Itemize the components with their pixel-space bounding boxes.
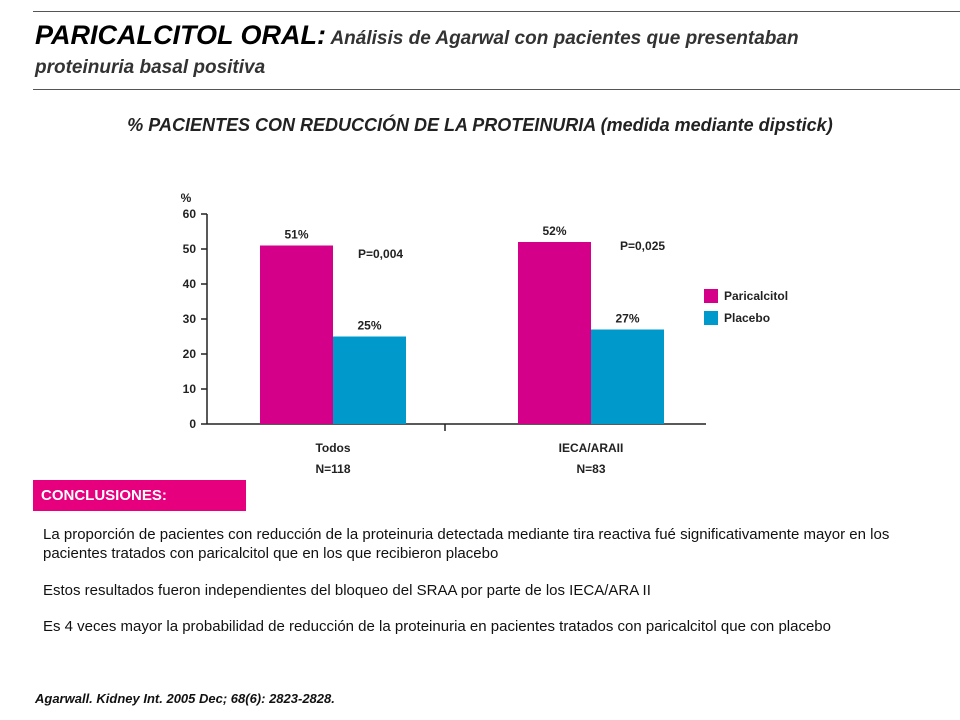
bar-paricalcitol-2	[518, 242, 591, 424]
data-label: 25%	[357, 318, 382, 333]
y-tick-label: 0	[189, 417, 196, 431]
bar-placebo-2	[591, 330, 664, 425]
conclusion-item-3: Es 4 veces mayor la probabilidad de reducción de la proteinuria en pacientes tratados con paricalcitol que con placebo	[43, 618, 831, 635]
title-main: PARICALCITOL ORAL:	[35, 20, 326, 50]
data-label: 27%	[615, 311, 640, 326]
conclusion-item-1: La proporción de pacientes con reducción de la proteinuria detectada mediante tira reactiva fué significativamente mayor en los pacientes tratados con paricalcitol que en los que recibieron placebo	[43, 526, 890, 562]
y-tick-label: 20	[182, 347, 196, 361]
x-category-n: N=83	[576, 462, 606, 476]
legend-swatch-placebo	[704, 311, 718, 325]
conclusion-item-2: Estos resultados fueron independientes del bloqueo del SRAA por parte de los IECA/ARA II	[43, 582, 651, 599]
chart-subtitle: % PACIENTES CON REDUCCIÓN DE LA PROTEINURIA (medida mediante dipstick)	[127, 115, 833, 135]
data-label: 51%	[284, 227, 309, 242]
conclusions-header	[33, 480, 246, 511]
p-value-todos: P=0,004	[358, 247, 404, 261]
reference-citation: Agarwall. Kidney Int. 2005 Dec; 68(6): 2823-2828.	[35, 691, 335, 706]
legend-label-paricalcitol: Paricalcitol	[724, 289, 789, 303]
bar-placebo-1	[333, 337, 406, 425]
bar-paricalcitol-1	[260, 246, 333, 425]
data-label: 52%	[542, 224, 567, 238]
y-tick-label: 50	[182, 242, 196, 256]
y-tick-label: 30	[182, 312, 196, 326]
x-category-label: IECA/ARAII	[558, 441, 624, 455]
x-category-n: N=118	[315, 462, 351, 476]
x-category-label: Todos	[315, 441, 351, 455]
title-rest: Análisis de Agarwal con pacientes que presentaban	[330, 28, 799, 49]
y-tick-label: 60	[182, 207, 196, 221]
y-axis-label: %	[180, 191, 192, 205]
title-line2: proteinuria basal positiva	[35, 57, 266, 78]
p-value-ieca: P=0,025	[620, 239, 666, 253]
y-tick-label: 40	[182, 277, 196, 291]
legend-label-placebo: Placebo	[724, 311, 771, 325]
legend-swatch-paricalcitol	[704, 289, 718, 303]
conclusions-label: CONCLUSIONES:	[41, 487, 167, 504]
y-tick-label: 10	[182, 382, 196, 396]
